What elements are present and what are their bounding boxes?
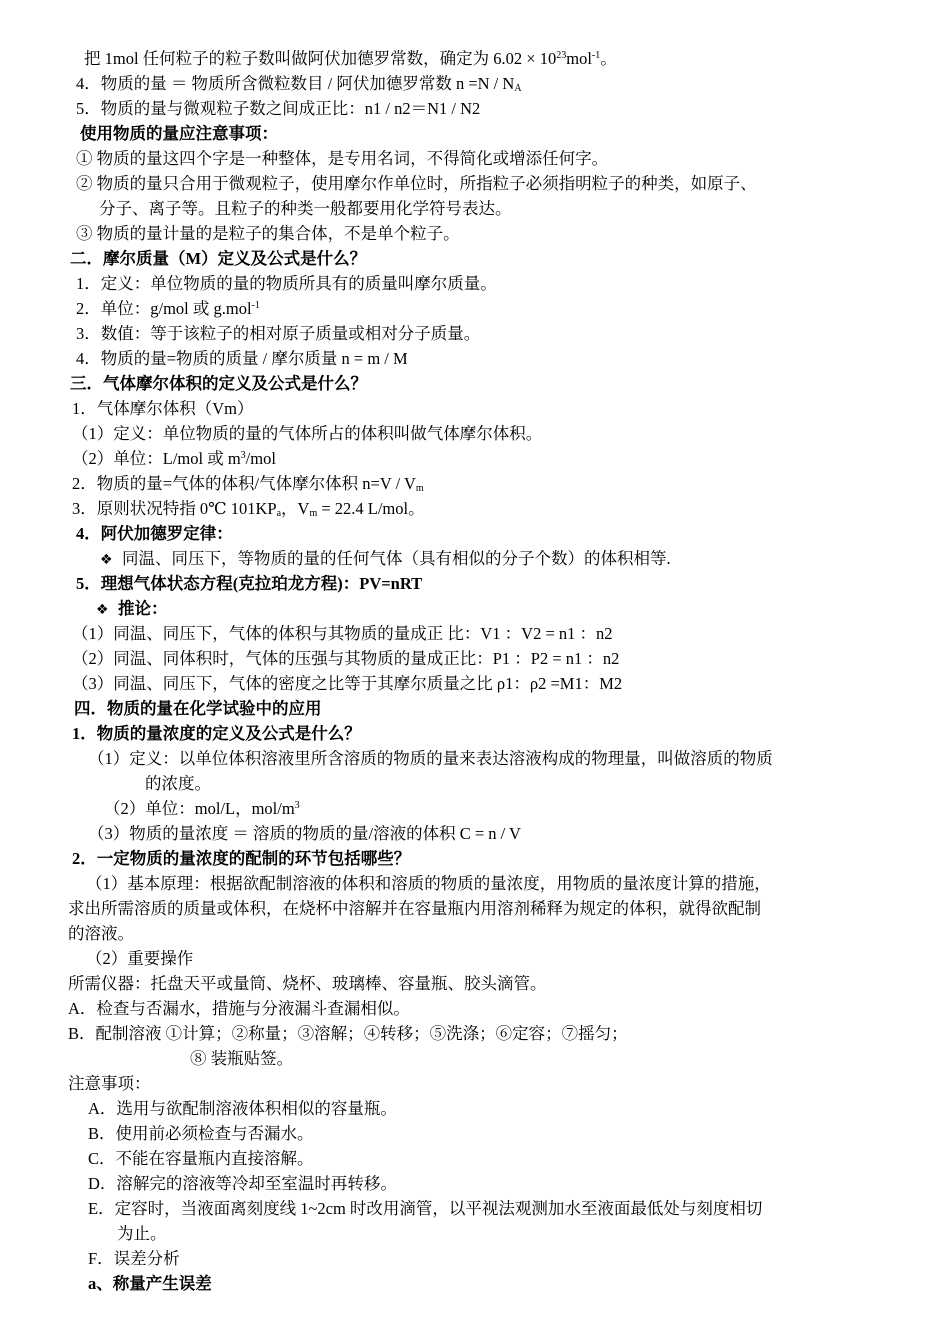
subscript: a — [276, 508, 282, 519]
molar-volume-unit — [72, 448, 276, 470]
precaution-b: B．使用前必须检查与否漏水。 — [88, 1124, 314, 1143]
precaution-e: E．定容时，当液面离刻度线 1~2cm 时改用滴管，以平视法观测加水至液面最低处与刻度相切 — [88, 1199, 763, 1218]
corollary-heading — [96, 598, 168, 621]
concentration-formula: （3）物质的量浓度 ＝ 溶质的物质的量/溶液的体积 C = n / V — [88, 824, 521, 843]
heading-chemistry-application: 四．物质的量在化学试验中的应用 — [74, 699, 322, 718]
item-5-proportion: 5．物质的量与微观粒子数之间成正比：n1 / n2＝N1 / N2 — [76, 99, 481, 118]
diamond-bullet-icon: ❖ — [96, 602, 109, 618]
corollary-1: （1）同温、同压下，气体的体积与其物质的量成正 比：V1 ：V2 = n1 ：n2 — [72, 624, 613, 643]
text-segment: 。 — [600, 49, 617, 68]
molar-mass-value: 3．数值：等于该粒子的相对原子质量或相对分子质量。 — [76, 324, 481, 343]
concentration-unit — [104, 798, 300, 820]
text-segment: /mol — [245, 449, 276, 468]
corollary-3: （3）同温、同压下，气体的密度之比等于其摩尔质量之比 ρ1：ρ2 =M1：M2 — [72, 674, 623, 693]
note-1: ① 物质的量这四个字是一种整体，是专用名词，不得简化或增添任何字。 — [76, 149, 609, 168]
subscript: A — [514, 83, 522, 94]
required-instruments: 所需仪器：托盘天平或量筒、烧杯、玻璃棒、容量瓶、胶头滴管。 — [68, 974, 547, 993]
text-segment: 4．物质的量 ＝ 物质所含微粒数目 / 阿伏加德罗常数 n =N / N — [76, 74, 515, 93]
basic-principle-line-3: 的溶液。 — [68, 924, 134, 943]
step-b-preparation: B．配制溶液 ①计算；②称量；③溶解；④转移；⑤洗涤；⑥定容；⑦摇匀； — [68, 1024, 628, 1043]
avogadro-law-heading: 4．阿伏加德罗定律： — [76, 524, 233, 543]
text-segment: （2）单位：mol/L，mol/m — [104, 799, 295, 818]
ideal-gas-heading: 5．理想气体状态方程(克拉珀龙方程)：PV=nRT — [76, 574, 423, 593]
precaution-e-continued: 为止。 — [117, 1224, 167, 1243]
heading-molar-volume: 三．气体摩尔体积的定义及公式是什么？ — [70, 374, 367, 393]
main-operations-heading: （2）重要操作 — [86, 949, 194, 968]
precaution-a: A．选用与欲配制溶液体积相似的容量瓶。 — [88, 1099, 397, 1118]
item-4-amount-formula — [76, 73, 522, 95]
concentration-definition-continued: 的浓度。 — [145, 774, 211, 793]
basic-principle-line-1: （1）基本原理：根据欲配制溶液的体积和溶质的物质的量浓度，用物质的量浓度计算的措施， — [86, 874, 771, 893]
superscript: 23 — [556, 50, 567, 61]
step-a-leak-check: A．检查与否漏水，措施与分液漏斗查漏相似。 — [68, 999, 410, 1018]
text-segment: （2）单位：L/mol 或 m — [72, 449, 241, 468]
superscript: -1 — [591, 50, 601, 61]
step-b-preparation-continued: ⑧ 装瓶贴签。 — [190, 1049, 294, 1068]
text-segment: mol — [566, 49, 592, 68]
text-segment: = 22.4 L/mol。 — [317, 499, 425, 518]
subscript: m — [309, 508, 318, 519]
molar-volume-title: 1．气体摩尔体积（Vm） — [72, 399, 254, 418]
avogadro-law-statement — [100, 548, 671, 571]
weighing-error-heading: a、称量产生误差 — [88, 1274, 212, 1293]
text-segment: 3．原则状况特指 0℃ 101KP — [72, 499, 277, 518]
text-segment: ，V — [281, 499, 310, 518]
precautions-heading: 注意事项： — [68, 1074, 151, 1093]
heading-molar-mass: 二．摩尔质量（M）定义及公式是什么？ — [70, 249, 367, 268]
concentration-definition: （1）定义：以单位体积溶液里所含溶质的物质的量来表达溶液构成的物理量，叫做溶质的物质 — [88, 749, 773, 768]
basic-principle-line-2: 求出所需溶质的质量或体积，在烧杯中溶解并在容量瓶内用溶剂稀释为规定的体积，就得欲配制 — [68, 899, 761, 918]
molar-mass-definition: 1．定义：单位物质的量的物质所具有的质量叫摩尔质量。 — [76, 274, 497, 293]
heading-concentration: 1．物质的量浓度的定义及公式是什么？ — [72, 724, 361, 743]
superscript: 3 — [294, 800, 300, 811]
molar-volume-definition: （1）定义：单位物质的量的气体所占的体积叫做气体摩尔体积。 — [72, 424, 543, 443]
text-segment: 推论： — [118, 599, 168, 618]
corollary-2: （2）同温、同体积时，气体的压强与其物质的量成正比：P1 ：P2 = n1 ：n2 — [72, 649, 620, 668]
gas-volume-formula — [72, 473, 424, 495]
superscript: -1 — [251, 300, 260, 311]
text-segment: 把 1mol 任何粒子的粒子数叫做阿伏加德罗常数，确定为 6.02 × 10 — [84, 49, 557, 68]
molar-mass-formula: 4．物质的量=物质的质量 / 摩尔质量 n = m / M — [76, 349, 408, 368]
note-2: ② 物质的量只合用于微观粒子，使用摩尔作单位时，所指粒子必须指明粒子的种类，如原子、 — [76, 174, 757, 193]
precaution-d: D．溶解完的溶液等冷却至室温时再转移。 — [88, 1174, 397, 1193]
section-heading-notes: 使用物质的量应注意事项： — [80, 124, 278, 143]
text-segment: 同温、同压下，等物质的量的任何气体（具有相似的分子个数）的体积相等. — [122, 549, 671, 568]
subscript: m — [415, 483, 424, 494]
text-segment: 2．单位：g/mol 或 g.mol — [76, 299, 252, 318]
note-2-continued: 分子、离子等。且粒子的种类一般都要用化学符号表达。 — [99, 199, 512, 218]
precaution-f-error-analysis: F．误差分析 — [88, 1249, 180, 1268]
molar-mass-unit — [76, 298, 260, 320]
diamond-bullet-icon: ❖ — [100, 552, 113, 568]
avogadro-definition-line — [84, 48, 617, 70]
standard-conditions — [72, 498, 425, 520]
heading-preparation-steps: 2．一定物质的量浓度的配制的环节包括哪些？ — [72, 849, 411, 868]
precaution-c: C．不能在容量瓶内直接溶解。 — [88, 1149, 314, 1168]
text-segment: 2．物质的量=气体的体积/气体摩尔体积 n=V / V — [72, 474, 416, 493]
note-3: ③ 物质的量计量的是粒子的集合体，不是单个粒子。 — [76, 224, 460, 243]
superscript: 3 — [240, 450, 246, 461]
